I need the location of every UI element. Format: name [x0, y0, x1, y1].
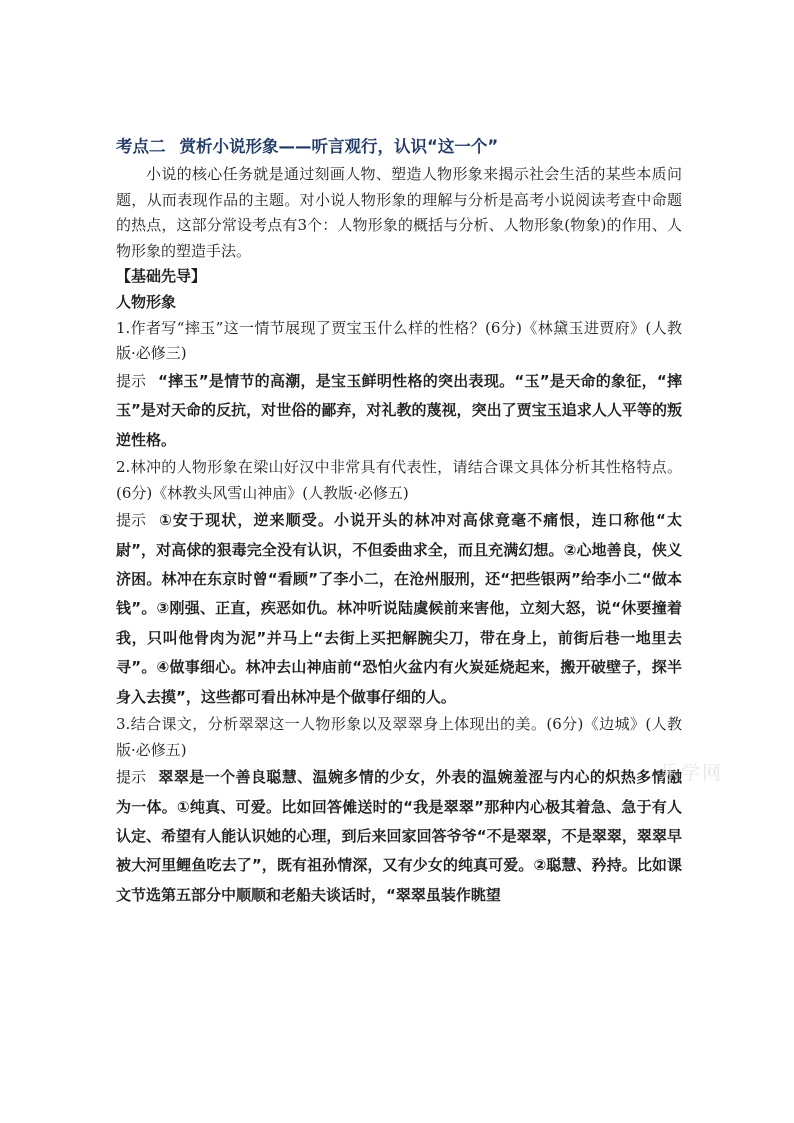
hint-label: 提示 — [116, 768, 147, 787]
hint-1 — [116, 367, 682, 455]
hint-body: 翠翠是一个善良聪慧、温婉多情的少女，外表的温婉羞涩与内心的炽热多情融为一体。①纯真、可爱。比如回答傩送时的“我是翠翠”那种内心极其着急、急于有人认定、希望有人能认识她的心理，到后来回家回答爷爷“不是翠翠，不是翠翠，翠翠早被大河里鲤鱼吃去了”，既有祖孙情深，又有少女的纯真可爱。②聪慧、矜持。比如课文节选第五部分中顺顺和老船夫谈话时，“翠翠虽装作眺望 — [116, 768, 682, 904]
hint-3 — [116, 763, 682, 910]
section-title — [116, 134, 682, 160]
hint-body: ①安于现状，逆来顺受。小说开头的林冲对高俅竟毫不痛恨，连口称他“太尉”，对高俅的狠毒完全没有认识，不但委曲求全，而且充满幻想。②心地善良，侠义济困。林冲在东京时曾“看顾”了李小二，在沧州服刑，还“把些银两”给李小二“做本钱”。③刚强、正直，疾恶如仇。林冲听说陆虞候前来害他，立刻大怒，说“休要撞着我，只叫他骨肉为泥”并马上“去街上买把解腕尖刀，带在身上，前街后巷一地里去寻”。④做事细心。林冲去山神庙前“恐怕火盆内有火炭延烧起来，搬开破壁子，探半身入去摸”，这些都可看出林冲是个做事仔细的人。 — [116, 511, 682, 706]
hint-label: 提示 — [116, 371, 147, 390]
question-1: 1.作者写“摔玉”这一情节展现了贾宝玉什么样的性格？(6分)《林黛玉进贾府》(人教版·必修三) — [116, 318, 682, 363]
hint-label: 提示 — [116, 511, 147, 530]
section-title-prefix: 考点二 — [116, 137, 166, 156]
question-3: 3.结合课文，分析翠翠这一人物形象以及翠翠身上体现出的美。(6分)《边城》(人教版·必修五) — [116, 715, 682, 759]
hint-body: “摔玉”是情节的高潮，是宝玉鲜明性格的突出表现。“玉”是天命的象征，“摔玉”是对天命的反抗，对世俗的鄙弃，对礼教的蔑视，突出了贾宝玉追求人人平等的叛逆性格。 — [116, 371, 682, 449]
section-title-main: 赏析小说形象——听言观行，认识“这一个” — [179, 137, 499, 156]
sub-heading: 人物形象 — [116, 292, 177, 311]
watermark: 乐学网 — [660, 762, 724, 784]
question-2: 2.林冲的人物形象在梁山好汉中非常具有代表性，请结合课文具体分析其性格特点。(6分)《林教头风雪山神庙》(人教版·必修五) — [116, 457, 682, 502]
hint-2 — [116, 506, 682, 712]
intro-paragraph: 小说的核心任务就是通过刻画人物、塑造人物形象来揭示社会生活的某些本质问题，从而表现作品的主题。对小说人物形象的理解与分析是高考小说阅读考查中命题的热点，这部分常设考点有3个：人物形象的概括与分析、人物形象(物象)的作用、人物形象的塑造手法。 — [116, 165, 682, 260]
basic-heading: 【基础先导】 — [116, 267, 207, 286]
document-page — [116, 134, 682, 910]
